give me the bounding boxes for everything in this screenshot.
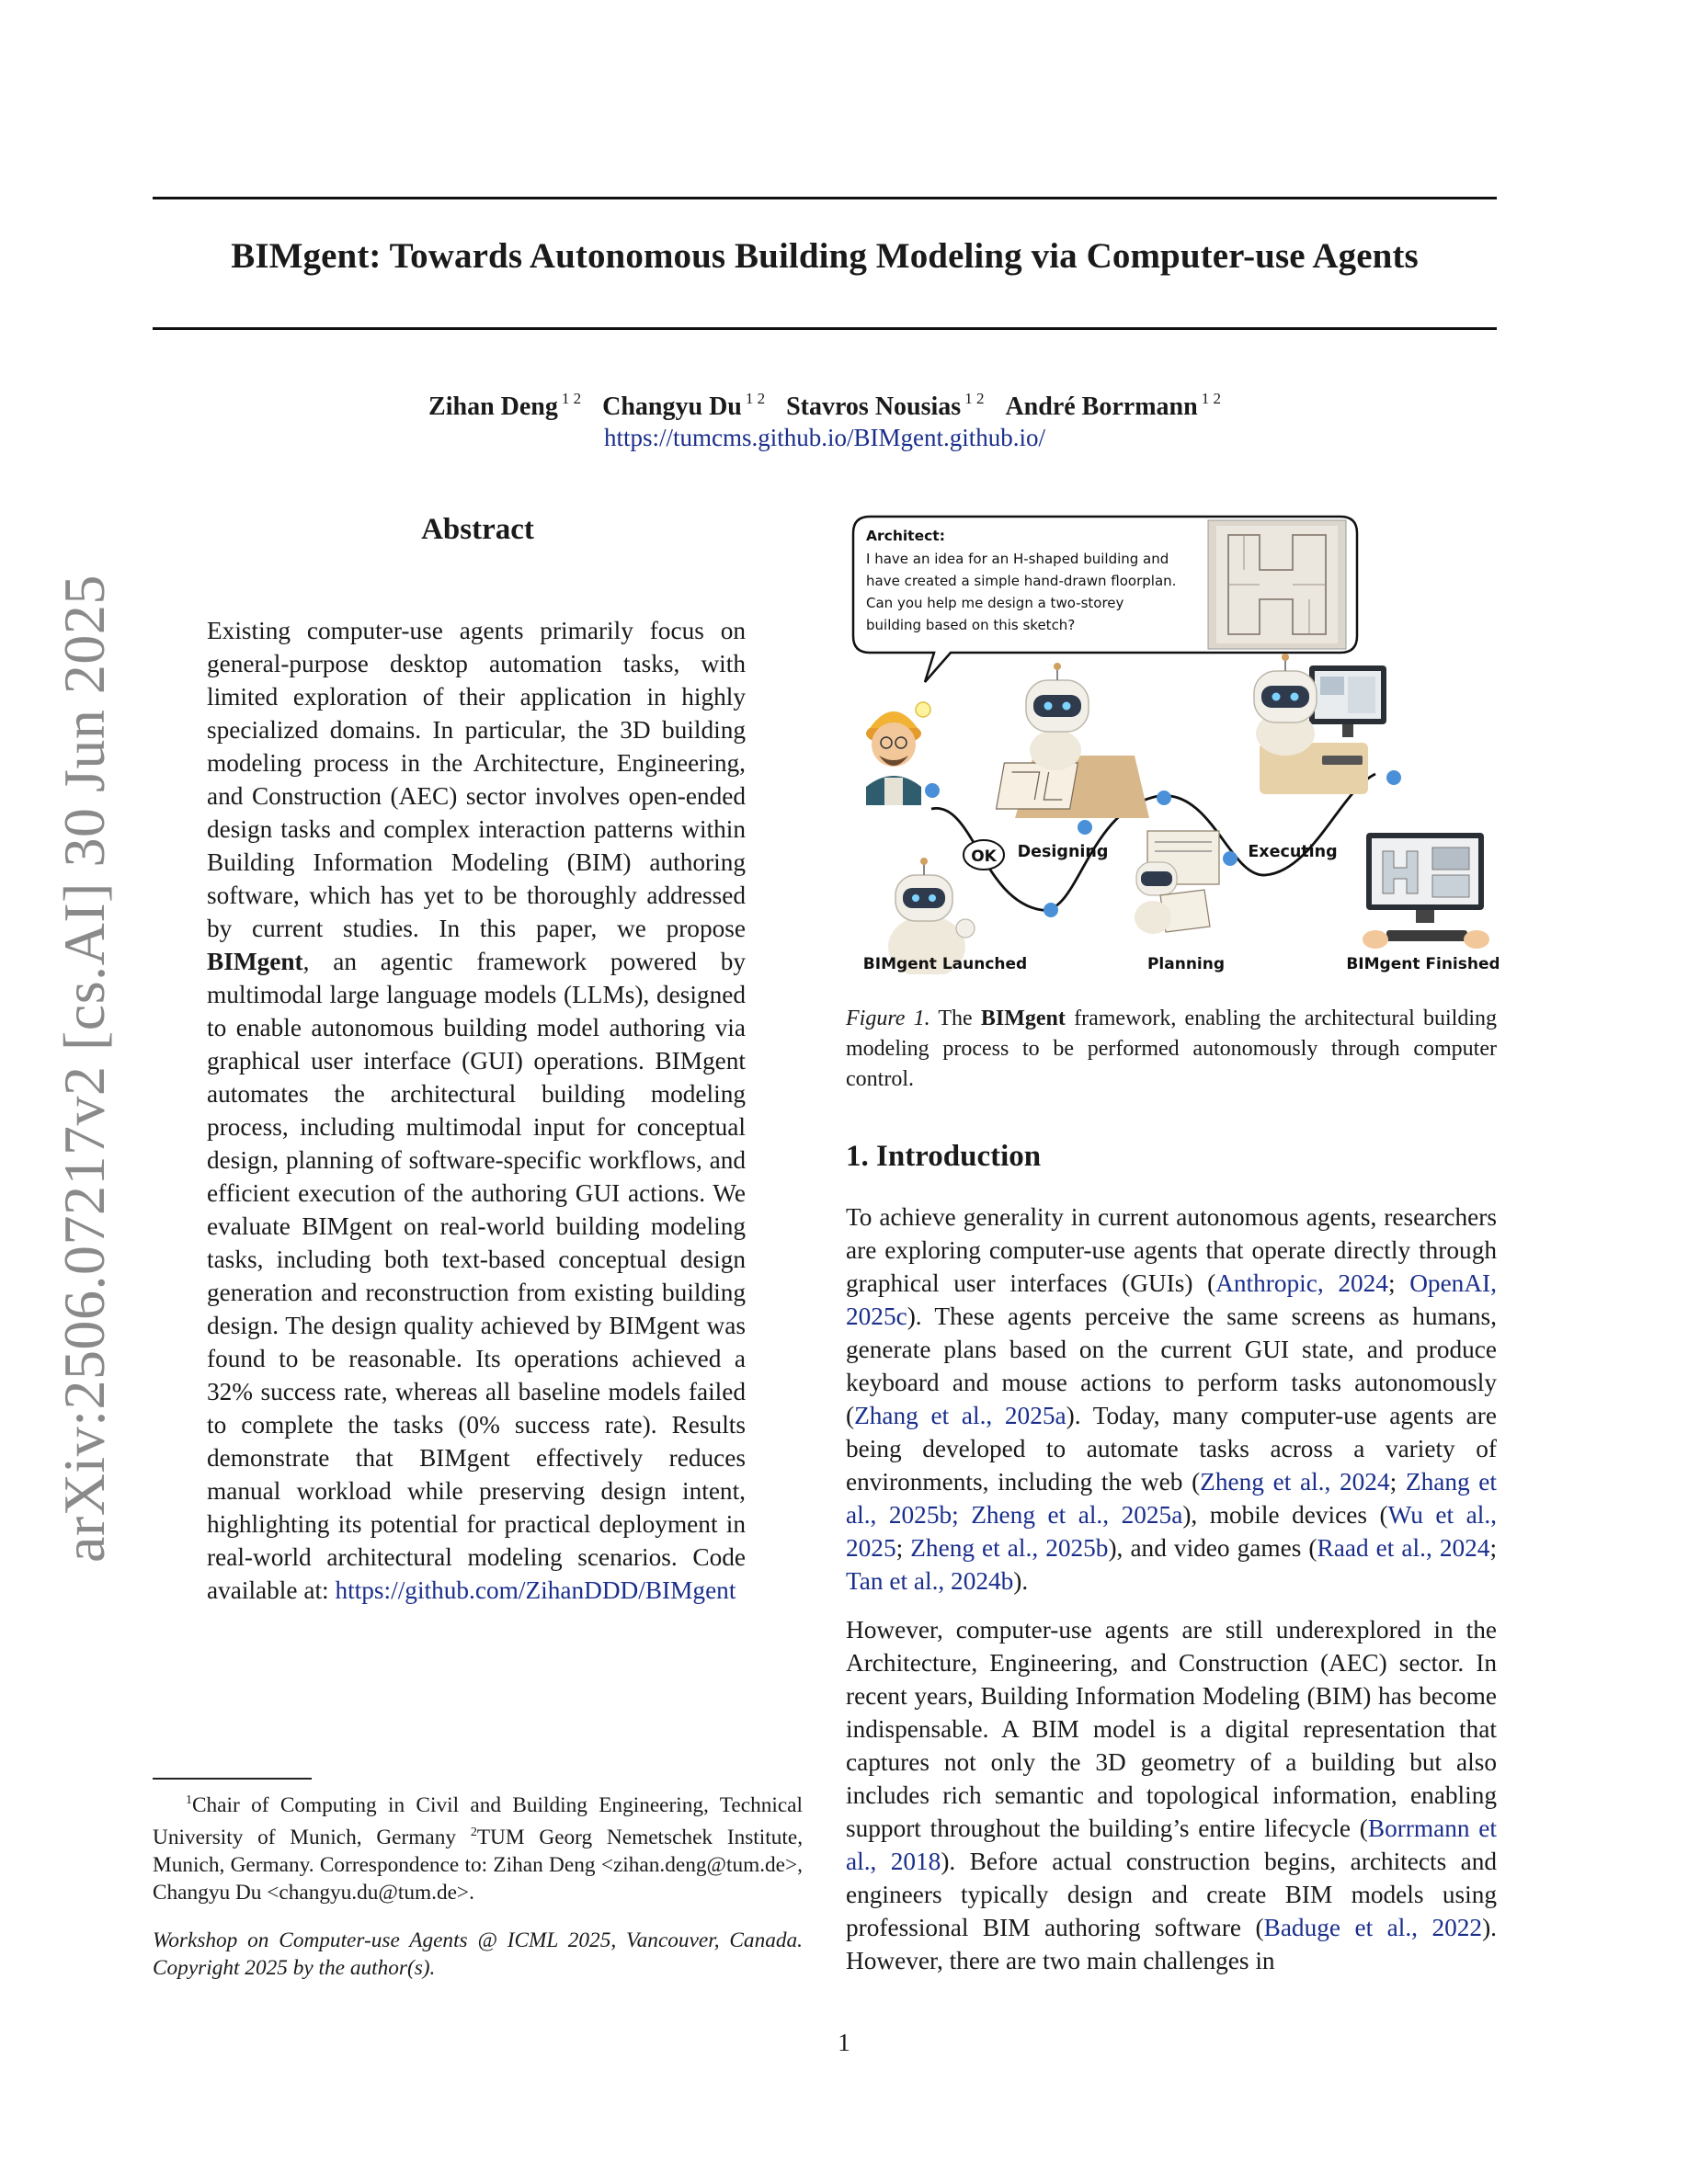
abstract-body — [207, 614, 746, 1607]
citation-link[interactable]: Anthropic, 2024 — [1215, 1269, 1388, 1297]
robot-executing — [1254, 654, 1386, 794]
workflow-node — [925, 783, 940, 798]
citation-link[interactable]: Wu et al., 2025 — [846, 1501, 1498, 1562]
stage-designing-label: Designing — [1017, 843, 1109, 861]
project-url-link[interactable]: https://tumcms.github.io/BIMgent.github.io/ — [603, 424, 1045, 451]
abstract-text-part: Existing computer-use agents primarily focus on general-purpose desktop automation tasks, with limited exploration of their application in highly specialized domains. In particular, the 3D building modeling process in the Architecture, Engineering, and Construction (AEC) sector involves open-ended design tasks and complex interaction patterns within Building Information Modeling (BIM) authoring software, which has yet to be thoroughly addressed by current studies. In this paper, we propose — [207, 617, 746, 942]
paragraph-text: ; — [895, 1534, 911, 1562]
footnote-rule — [153, 1778, 312, 1780]
citation-link[interactable]: Zhang et al., 2025b; Zheng et al., 2025a — [846, 1468, 1498, 1529]
ok-label: OK — [971, 847, 997, 866]
architect-character — [866, 702, 930, 805]
paragraph-text: ), mobile devices ( — [1182, 1501, 1388, 1529]
caption-bold: BIMgent — [980, 1007, 1066, 1030]
paragraph-text: ). Before actual construction begins, architects and engineers typically design and create BIM models using professional BIM authoring software ( — [846, 1848, 1497, 1941]
citation-link[interactable]: Borrmann et al., 2018 — [846, 1814, 1497, 1875]
bubble-line: I have an idea for an H-shaped building and — [866, 551, 1169, 567]
paragraph-text: To achieve generality in current autonomous agents, researchers are exploring computer-use agents that operate directly through graphical user interfaces (GUIs) ( — [846, 1203, 1497, 1297]
citation-link[interactable]: Tan et al., 2024b — [846, 1567, 1014, 1595]
citation-link[interactable]: Baduge et al., 2022 — [1263, 1914, 1483, 1941]
author-4 — [1005, 392, 1220, 421]
paragraph-text: ), and video games ( — [1108, 1534, 1317, 1562]
paragraph-text: ; — [1387, 1269, 1410, 1297]
paragraph-text: ; — [1489, 1534, 1498, 1562]
robot-planning — [1135, 831, 1219, 934]
paragraph-text: ; — [1389, 1468, 1406, 1496]
workflow-node — [1386, 770, 1401, 785]
affiliation-2: TUM Georg Nemetschek Institute, Munich, Germany. Correspondence to: Zihan Deng <zihan.deng@tum.de>, Changyu Du <changyu.du@tum.de>. — [153, 1826, 804, 1905]
workflow-node — [1078, 820, 1092, 835]
paragraph-text: ). These agents perceive the same screens as humans, generate plans based on the current GUI state, and produce keyboard and mouse actions to perform tasks autonomously ( — [846, 1302, 1497, 1429]
figure-1-caption — [846, 1004, 1497, 1095]
project-url-container — [153, 424, 1497, 452]
label-planning: Planning — [1146, 955, 1226, 973]
bubble-line: Can you help me design a two-storey — [866, 595, 1124, 611]
affiliation-footnote — [153, 1787, 803, 1906]
paragraph-text: ). However, there are two main challenges in — [846, 1914, 1497, 1974]
affiliation-1: Chair of Computing in Civil and Building Engineering, Technical University of Munich, Germany — [153, 1793, 803, 1849]
stage-executing-label: Executing — [1248, 843, 1338, 861]
citation-link[interactable]: Zheng et al., 2025b — [910, 1534, 1109, 1562]
caption-label: Figure 1. — [846, 1007, 930, 1030]
author-1 — [428, 392, 581, 421]
workflow-node — [1044, 903, 1058, 917]
author-name: André Borrmann — [1005, 392, 1198, 421]
title-top-rule — [153, 197, 1497, 199]
bubble-title: Architect: — [866, 528, 945, 544]
code-url-link[interactable]: https://github.com/ZihanDDD/BIMgent — [335, 1576, 736, 1604]
label-bimgent-launched: BIMgent Launched — [862, 955, 1028, 973]
abstract-heading: Abstract — [421, 513, 534, 546]
paragraph-text: However, computer-use agents are still underexplored in the Architecture, Engineering, and Construction (AEC) sector. In recent years, Building Information Modeling (BIM) has become indispensable. A BIM model is a digital representation that captures not only the 3D geometry of a building but also includes rich semantic and topological information, enabling support throughout the building’s entire lifecycle ( — [846, 1616, 1497, 1842]
introduction-heading: 1. Introduction — [846, 1140, 1042, 1173]
author-affiliation-marker: 1 2 — [561, 390, 582, 407]
caption-text: The — [938, 1007, 973, 1030]
arxiv-identifier-stamp: arXiv:2506.07217v2 [cs.AI] 30 Jun 2025 — [51, 574, 117, 1563]
label-bimgent-finished: BIMgent Finished — [1346, 955, 1499, 973]
author-name: Stavros Nousias — [786, 392, 962, 421]
bubble-line: have created a simple hand-drawn floorplan. — [866, 573, 1177, 589]
author-2 — [602, 392, 765, 421]
workflow-node — [1223, 851, 1237, 866]
footnote-marker: 2 — [470, 1826, 477, 1839]
robot-designing — [997, 663, 1149, 818]
abstract-bold-name: BIMgent — [207, 948, 303, 975]
finished-model-monitor — [1363, 833, 1489, 949]
footnote-marker: 1 — [186, 1793, 192, 1807]
citation-link[interactable]: Zheng et al., 2024 — [1200, 1468, 1390, 1496]
figure-1-illustration — [844, 515, 1499, 974]
introduction-paragraph-2 — [846, 1613, 1497, 1977]
page-number: 1 — [838, 2029, 850, 2056]
author-3 — [786, 392, 984, 421]
author-name: Changyu Du — [602, 392, 742, 421]
citation-link[interactable]: OpenAI, 2025c — [846, 1269, 1497, 1330]
paper-title: BIMgent: Towards Autonomous Building Modeling via Computer-use Agents — [231, 236, 1419, 276]
citation-link[interactable]: Raad et al., 2024 — [1317, 1534, 1490, 1562]
paragraph-text: ). Today, many computer-use agents are being developed to automate tasks across a variety of environments, including the web ( — [846, 1402, 1497, 1496]
bubble-line: building based on this sketch? — [866, 617, 1076, 633]
author-affiliation-marker: 1 2 — [745, 390, 766, 407]
caption-text: framework, enabling the architectural building modeling process to be performed autonomously through computer control. — [846, 1007, 1497, 1091]
introduction-paragraph-1 — [846, 1200, 1497, 1598]
abstract-text-part: , an agentic framework powered by multimodal large language models (LLMs), designed to enable autonomous building model authoring via graphical user interface (GUI) operations. BIMgent automates the architectural building modeling process, including multimodal input for conceptual design, planning of software-specific workflows, and efficient execution of the authoring GUI actions. We evaluate BIMgent on real-world building modeling tasks, including both text-based conceptual design generation and reconstruction from existing building design. The design quality achieved by BIMgent was found to be reasonable. Its operations achieved a 32% success rate, whereas all baseline models failed to complete the tasks (0% success rate). Results demonstrate that BIMgent effectively reduces manual workload while preserving design intent, highlighting its potential for practical deployment in real-world architectural modeling scenarios. Code available at: — [207, 948, 746, 1604]
workflow-node — [1157, 791, 1171, 805]
author-name: Zihan Deng — [428, 392, 558, 421]
citation-link[interactable]: Zhang et al., 2025a — [854, 1402, 1066, 1429]
author-list — [153, 390, 1497, 422]
author-affiliation-marker: 1 2 — [964, 390, 985, 407]
paragraph-text: ). — [1013, 1567, 1029, 1595]
venue-note: Workshop on Computer-use Agents @ ICML 2025, Vancouver, Canada. Copyright 2025 by the author(s). — [153, 1928, 803, 1980]
figure-1 — [844, 515, 1499, 974]
floorplan-sketch-photo — [1208, 520, 1346, 649]
author-affiliation-marker: 1 2 — [1201, 390, 1221, 407]
title-bottom-rule — [153, 327, 1497, 330]
